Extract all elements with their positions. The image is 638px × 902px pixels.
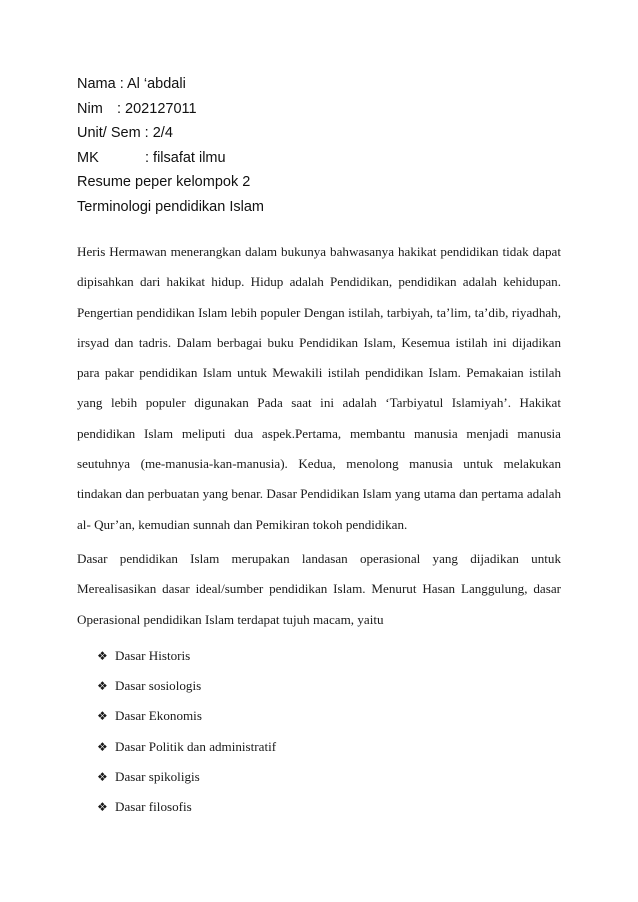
list-item	[97, 762, 561, 792]
paragraph-1: Heris Hermawan menerangkan dalam bukunya bahwasanya hakikat pendidikan tidak dapat dipisahkan dari hakikat hidup. Hidup adalah Pendidikan, pendidikan adalah kehidupan. Pengertian pendidikan Islam lebih populer Dengan istilah, tarbiyah, ta’lim, ta’dib, riyadhah, irsyad dan tadris. Dalam berbagai buku Pendidikan Islam, Kesemua istilah ini dijadikan para pakar pendidikan Islam untuk Mewakili istilah pendidikan Islam. Pemakaian istilah yang lebih populer digunakan Pada saat ini adalah ‘Tarbiyatul Islamiyah’. Hakikat pendidikan Islam meliputi dua aspek.Pertama, membantu manusia menjadi manusia seutuhnya (me-manusia-kan-manusia). Kedua, menolong manusia untuk melakukan tindakan dan perbuatan yang benar. Dasar Pendidikan Islam yang utama dan pertama adalah al- Qur’an, kemudian sunnah dan Pemikiran tokoh pendidikan.	[77, 244, 561, 532]
nim-line	[77, 97, 557, 122]
nim-value: : 202127011	[117, 100, 197, 117]
diamond-icon: ❖	[97, 739, 108, 754]
diamond-icon: ❖	[97, 679, 108, 694]
diamond-icon: ❖	[97, 709, 108, 724]
mk-label: MK	[77, 149, 99, 166]
list-item-text: Dasar Historis	[115, 647, 191, 663]
list-item-text: Dasar sosiologis	[115, 678, 202, 694]
nim-label: Nim	[77, 100, 103, 117]
list-item-text: Dasar Politik dan administratif	[115, 738, 277, 754]
list-item	[97, 701, 561, 731]
student-info-header	[77, 72, 557, 220]
paragraph-2: Dasar pendidikan Islam merupakan landasan operasional yang dijadikan untuk Merealisasikan dasar ideal/sumber pendidikan Islam. Menurut Hasan Langgulung, dasar Operasional pendidikan Islam terdapat tujuh macam, yaitu	[77, 550, 561, 627]
list-item	[97, 732, 561, 762]
list-item	[97, 671, 561, 701]
nama-line: Nama : Al ‘abdali	[77, 76, 186, 92]
resume-title: Resume peper kelompok 2	[77, 174, 251, 191]
diamond-icon: ❖	[97, 648, 108, 663]
unit-line: Unit/ Sem : 2/4	[77, 125, 173, 142]
list-item-text: Dasar spikoligis	[115, 769, 200, 785]
diamond-icon: ❖	[97, 770, 108, 785]
mk-value: : filsafat ilmu	[145, 149, 226, 166]
dasar-list	[77, 641, 561, 823]
topic-title: Terminologi pendidikan Islam	[77, 198, 264, 215]
mk-line	[77, 146, 557, 171]
resume-body	[77, 237, 561, 823]
list-item-text: Dasar filosofis	[115, 799, 192, 815]
list-item-text: Dasar Ekonomis	[115, 708, 202, 724]
diamond-icon: ❖	[97, 800, 108, 815]
list-item	[97, 792, 561, 822]
list-item	[97, 641, 561, 671]
